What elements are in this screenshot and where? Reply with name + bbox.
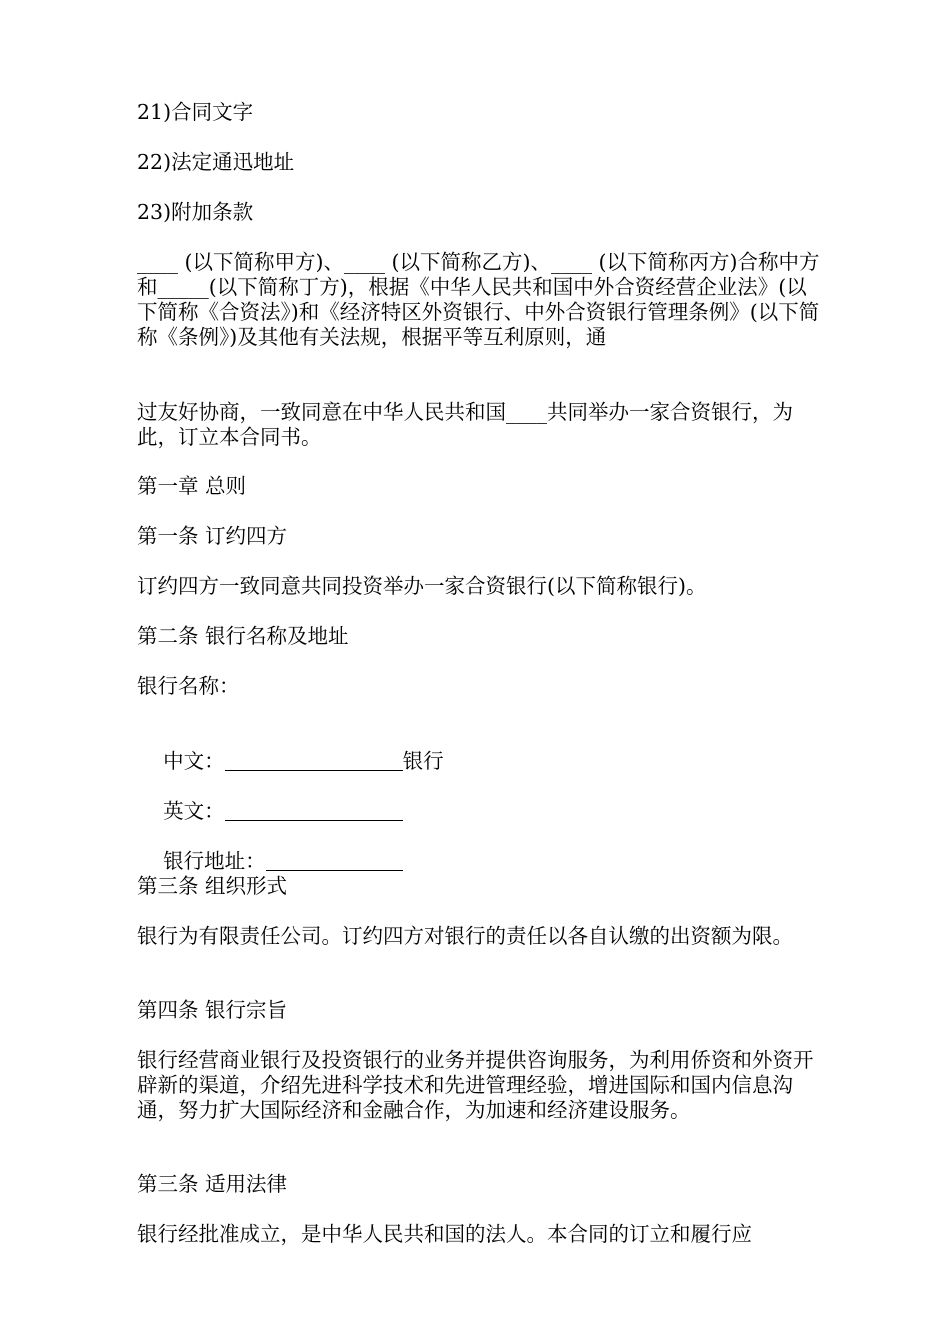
article-3-text: 银行为有限责任公司。订约四方对银行的责任以各自认缴的出资额为限。 — [137, 924, 793, 948]
chapter-heading: 第一章 总则 — [137, 474, 247, 498]
preamble-paragraph: ____ (以下简称甲方)、____ (以下简称乙方)、____ (以下简称丙方)合称中方和_____(以下简称丁方)，根据《中华人民共和国中外合资经营企业法》(以下简称《合资法》)和《经济特区外资银行、中外合资银行管理条例》(以下简称《条例》)及其他有关法规，根据平等互利原则，通 — [137, 250, 820, 349]
chinese-name-suffix: 银行 — [402, 749, 444, 773]
article-4-text: 银行经营商业银行及投资银行的业务并提供咨询服务，为利用侨资和外资开辟新的渠道，介绍先进科学技术和先进管理经验，增进国际和国内信息沟通，努力扩大国际经济和金融合作，为加速和经济建设服务。 — [137, 1048, 814, 1122]
article-4-heading: 第四条 银行宗旨 — [137, 998, 288, 1022]
list-item-23: 23)附加条款 — [137, 200, 254, 224]
english-name-blank — [225, 800, 403, 821]
bank-name-label: 银行名称： — [137, 674, 240, 698]
list-item-21: 21)合同文字 — [137, 100, 254, 124]
preamble-continuation: 过友好协商，一致同意在中华人民共和国____共同举办一家合资银行，为此，订立本合同书。 — [137, 400, 793, 449]
article-2-heading: 第二条 银行名称及地址 — [137, 624, 349, 648]
bank-address-blank — [266, 850, 403, 871]
chinese-name-blank — [225, 750, 403, 771]
article-3-heading: 第三条 组织形式 — [137, 874, 288, 898]
article-5-heading: 第三条 适用法律 — [137, 1172, 288, 1196]
bank-address-label: 银行地址： — [163, 849, 266, 873]
article-1-heading: 第一条 订约四方 — [137, 524, 288, 548]
article-5-text: 银行经批准成立，是中华人民共和国的法人。本合同的订立和履行应 — [137, 1222, 752, 1246]
chinese-name-label: 中文： — [163, 749, 225, 773]
english-name-label: 英文： — [163, 799, 225, 823]
article-1-text: 订约四方一致同意共同投资举办一家合资银行(以下简称银行)。 — [137, 574, 707, 598]
list-item-22: 22)法定通迅地址 — [137, 150, 295, 174]
